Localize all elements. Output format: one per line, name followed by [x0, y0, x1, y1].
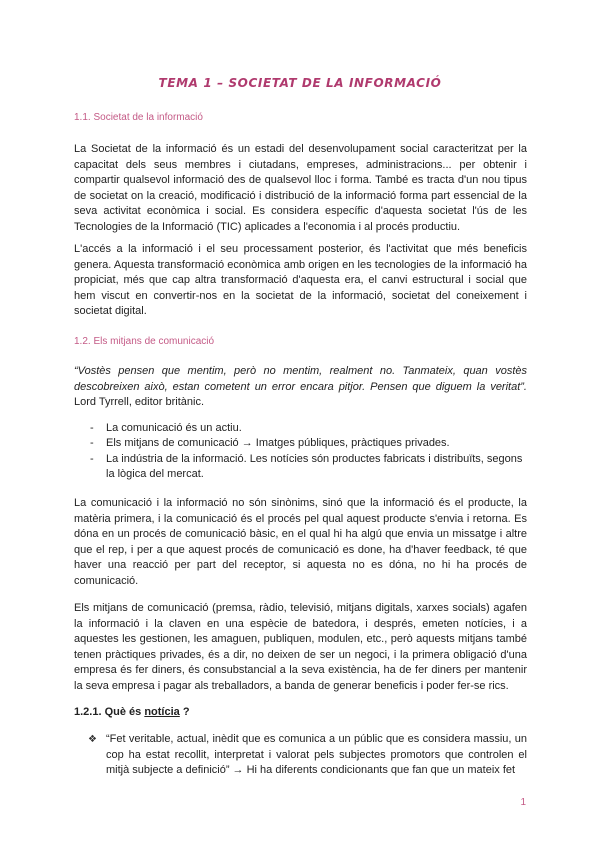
- paragraph-comunicacio-informacio: La comunicació i la informació no són sinònims, sinó que la informació és el producte, la matèria primera, i la comunicació és el procés pel qual aquest producte s'envia i retorna. Es dóna en un procés de comunicació bàsic, en el qual hi ha algú que envia un missatge i altre que el rep, i per a que aquest procés de comunicació es done, ha d'haver feedback, té que haver una reacció per part del receptor, si aquesta no es dóna, no hi ha procés de comunicació.: [74, 497, 527, 587]
- paragraph-societat-informacio: La Societat de la informació és un estadi del desenvolupament social caracteritzat per la capacitat dels seus membres i ciutadans, empreses, administracions... per obtenir i compartir qualsevol informació des de qualsevol lloc i forma. També es tracta d'un nou tipus de societat on la creació, modificació i distribució de la informació forma part essencial de la seva activitat econòmica i social. Es considera específic d'aquesta societat l'ús de les Tecnologies de la Informació (TIC) aplicades a l'economia i al procés productiu.: [74, 143, 527, 233]
- page-number: 1: [520, 797, 526, 808]
- paragraph-mitjans-comunicacio: Els mitjans de comunicació (premsa, ràdio, televisió, mitjans digitals, xarxes socials) agafen la informació i la claven en una espècie de batedora, i després, emeten notícies, i a aquestes les gestionen, les amaguen, publiquen, modulen, etc., però aquests mitjans també tenen pràctiques privades, és a dir, no deixen de ser un negoci, i la primera obligació d'una empresa és fer diners, és consubstancial a la seva existència, ha de fer diners per mantenir la seva empresa i pagar als treballadors, a banda de generar beneficis i poder fer-se rics.: [74, 602, 527, 692]
- quote-block: [74, 364, 527, 411]
- paragraph-acces-informacio: L'accés a la informació i el seu processament posterior, és l'activitat que més beneficis genera. Aquesta transformació econòmica amb origen en les tecnologies de la informació ha propiciat, més que cap altra transformació d'aquesta era, el canvi estructural i social que hem viscut en convertir-nos en la societat de la informació, societat del coneixement i societat digital.: [74, 243, 527, 318]
- dash-list: [74, 421, 527, 483]
- section-heading-1-2: 1.2. Els mitjans de comunicació: [74, 336, 215, 347]
- list-item: - Els mitjans de comunicació → Imatges públiques, pràctiques privades.: [74, 436, 527, 451]
- dash-icon: -: [90, 422, 94, 434]
- diamond-bullet-item: [74, 732, 527, 779]
- list-item: - La indústria de la informació. Les notícies són productes fabricats i distribuïts, segons la lògica del mercat.: [90, 452, 523, 481]
- bullet-text: “Fet veritable, actual, inèdit que es comunica a un públic que es considera massiu, un cop ha estat recollit, interpretat i valorat pels subjectes promotors que controlen el mitjà subjecte a definició” → Hi ha diferents condicionants que fan que un mateix fet: [106, 733, 527, 777]
- document-title: TEMA 1 – SOCIETAT DE LA INFORMACIÓ: [158, 76, 442, 90]
- subsection-heading-noticia: 1.2.1. Què és notícia ?: [74, 706, 190, 718]
- section-heading-1-1: 1.1. Societat de la informació: [74, 112, 203, 123]
- quote-author: Lord Tyrrell, editor britànic.: [74, 396, 205, 409]
- diamond-bullet-icon: ❖: [88, 734, 97, 745]
- dash-icon: -: [90, 452, 94, 465]
- noticia-keyword: notícia: [144, 706, 180, 718]
- list-item: - La comunicació és un actiu.: [74, 421, 527, 436]
- quote-text: “Vostès pensen que mentim, però no mentim, realment no. Tanmateix, quan vostès descobreixen això, estan cometent un error encara pitjor. Pensen que diguem la veritat”.: [74, 365, 527, 393]
- dash-icon: -: [90, 437, 94, 450]
